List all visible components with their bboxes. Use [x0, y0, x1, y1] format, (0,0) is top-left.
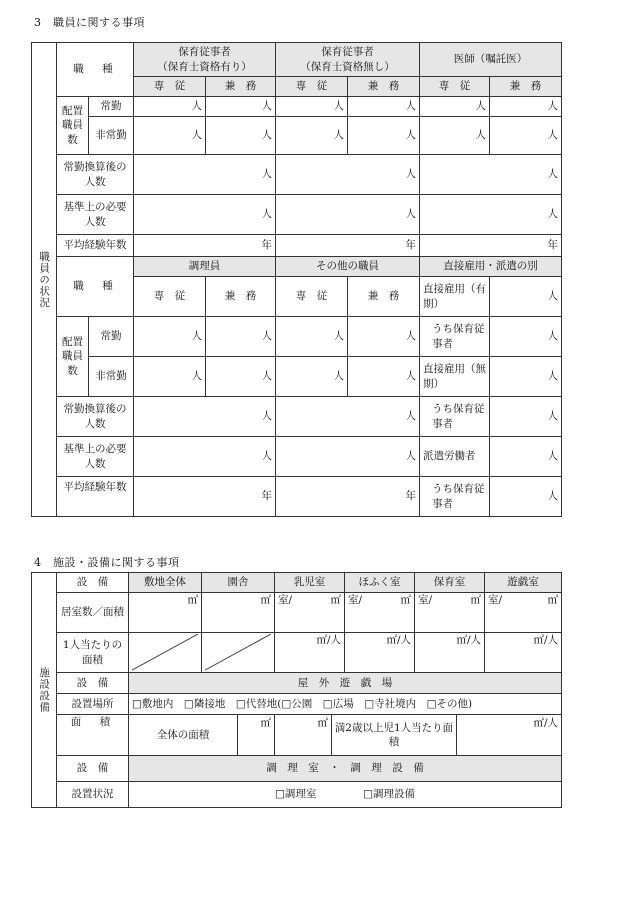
- sub-header: 兼 務: [490, 77, 562, 97]
- sub-header: 専 従: [134, 277, 206, 317]
- area-row: [129, 715, 275, 756]
- employment-cell[interactable]: 人: [490, 397, 562, 437]
- converted-cell[interactable]: 人: [134, 397, 276, 437]
- sub-header: 専 従: [134, 77, 206, 97]
- staff-table: [31, 42, 562, 517]
- facility-table: [31, 572, 562, 808]
- avg-years-cell[interactable]: 年: [276, 477, 420, 517]
- count-cell[interactable]: 人: [420, 97, 490, 117]
- converted-label: 常勤換算後の人数: [57, 397, 134, 437]
- converted-cell[interactable]: 人: [134, 155, 276, 195]
- avg-years-cell[interactable]: 年: [134, 235, 276, 257]
- count-cell[interactable]: 人: [206, 317, 276, 357]
- converted-cell[interactable]: 人: [420, 155, 562, 195]
- area-label: 面 積: [57, 715, 129, 756]
- count-cell[interactable]: 人: [348, 97, 420, 117]
- count-cell[interactable]: 人: [134, 357, 206, 397]
- required-cell[interactable]: 人: [134, 195, 276, 235]
- col-group-other: その他の職員: [276, 257, 420, 277]
- employment-cell[interactable]: 人: [490, 277, 562, 317]
- employment-label: 直接雇用（無期）: [420, 357, 490, 397]
- fulltime-label: 常勤: [89, 317, 134, 357]
- parttime-label: 非常勤: [89, 117, 134, 155]
- employment-label: うち保育従事者: [420, 477, 490, 517]
- required-cell[interactable]: 人: [134, 437, 276, 477]
- kitchen-options[interactable]: [129, 782, 562, 808]
- count-cell[interactable]: 人: [420, 117, 490, 155]
- room-area-cell[interactable]: 室/ ㎡: [275, 593, 345, 633]
- total-area-unit: ㎡: [275, 715, 332, 755]
- room-area-cell[interactable]: 室/ ㎡: [415, 593, 485, 633]
- required-cell[interactable]: 人: [276, 195, 420, 235]
- count-cell[interactable]: 人: [206, 357, 276, 397]
- per-child-label: 満2歳以上児1人当たり面積: [332, 715, 457, 755]
- count-cell[interactable]: 人: [134, 317, 206, 357]
- avg-years-cell[interactable]: 年: [134, 477, 276, 517]
- required-label: 基準上の必要人数: [57, 195, 134, 235]
- area-cell[interactable]: ㎡: [202, 593, 275, 633]
- required-cell[interactable]: 人: [420, 195, 562, 235]
- location-options[interactable]: □敷地内 □隣接地 □代替地(□公園 □広場 □寺社境内 □その他): [129, 694, 562, 715]
- per-person-cell[interactable]: ㎡/人: [345, 633, 415, 673]
- section3-title: 3 職員に関する事項: [34, 16, 145, 29]
- kitchen-header: 調 理 室 ・ 調 理 設 備: [129, 756, 562, 782]
- equip-label: 設 備: [57, 756, 129, 782]
- employment-label: うち保育従事者: [420, 397, 490, 437]
- avg-years-cell[interactable]: 年: [276, 235, 420, 257]
- room-area-cell[interactable]: 室/ ㎡: [485, 593, 562, 633]
- count-cell[interactable]: 人: [490, 117, 562, 155]
- count-cell[interactable]: 人: [276, 97, 348, 117]
- col-site: 敷地全体: [129, 573, 202, 593]
- col-building: 園舎: [202, 573, 275, 593]
- sub-header: 兼 務: [206, 77, 276, 97]
- employment-cell[interactable]: 人: [490, 477, 562, 517]
- count-cell[interactable]: 人: [134, 97, 206, 117]
- employment-cell[interactable]: 人: [490, 317, 562, 357]
- sub-header: 専 従: [420, 77, 490, 97]
- equip-label: 設 備: [57, 573, 129, 593]
- employment-label: 直接雇用（有期）: [420, 277, 490, 317]
- location-label: 設置場所: [57, 694, 129, 715]
- col-playroom: 遊戯室: [485, 573, 562, 593]
- col-group-cook: 調理員: [134, 257, 276, 277]
- equip-label: 設 備: [57, 673, 129, 694]
- col-group-1: 保育従事者 （保育士資格有り）: [134, 43, 276, 77]
- count-cell[interactable]: 人: [206, 97, 276, 117]
- diagonal-cell: [202, 633, 275, 673]
- avg-years-label: 平均経験年数: [57, 235, 134, 257]
- staff-count-label: 配置職員数: [57, 97, 89, 155]
- avg-years-label: 平均経験年数: [57, 477, 134, 517]
- room-area-label: 居室数／面積: [57, 593, 129, 633]
- count-cell[interactable]: 人: [348, 117, 420, 155]
- count-cell[interactable]: 人: [276, 357, 348, 397]
- employment-cell[interactable]: 人: [490, 357, 562, 397]
- total-area-value[interactable]: ㎡: [237, 715, 274, 755]
- sub-header: 専 従: [276, 277, 348, 317]
- job-type-header: 職 種: [57, 43, 134, 97]
- count-cell[interactable]: 人: [276, 317, 348, 357]
- count-cell[interactable]: 人: [348, 357, 420, 397]
- col-crawling-room: ほふく室: [345, 573, 415, 593]
- count-cell[interactable]: 人: [490, 97, 562, 117]
- count-cell[interactable]: 人: [206, 117, 276, 155]
- employment-label: うち保育従事者: [420, 317, 490, 357]
- sub-header: 兼 務: [348, 277, 420, 317]
- converted-cell[interactable]: 人: [276, 397, 420, 437]
- parttime-label: 非常勤: [89, 357, 134, 397]
- per-person-label: 1人当たりの面積: [57, 633, 129, 673]
- required-cell[interactable]: 人: [276, 437, 420, 477]
- install-label: 設置状況: [57, 782, 129, 808]
- facility-side-label: 施設設備: [32, 573, 57, 808]
- col-infant-room: 乳児室: [275, 573, 345, 593]
- diagonal-cell: [129, 633, 202, 673]
- per-child-value[interactable]: ㎡/人: [533, 717, 558, 729]
- room-area-cell[interactable]: 室/ ㎡: [345, 593, 415, 633]
- job-type-header: 職 種: [57, 257, 134, 317]
- per-person-cell[interactable]: ㎡/人: [415, 633, 485, 673]
- employment-cell[interactable]: 人: [490, 437, 562, 477]
- staff-side-label: 職員の状況: [32, 43, 57, 517]
- sub-header: 兼 務: [348, 77, 420, 97]
- kitchen-equip-checkbox[interactable]: □調理設備: [363, 788, 416, 801]
- sub-header: 専 従: [276, 77, 348, 97]
- count-cell[interactable]: 人: [348, 317, 420, 357]
- per-person-cell[interactable]: ㎡/人: [275, 633, 345, 673]
- per-person-cell[interactable]: ㎡/人: [485, 633, 562, 673]
- outdoor-header: 屋 外 遊 戯 場: [129, 673, 562, 694]
- converted-cell[interactable]: 人: [276, 155, 420, 195]
- col-group-3: 医師（嘱託医）: [420, 43, 562, 77]
- col-group-employment: 直接雇用・派遣の別: [420, 257, 562, 277]
- per-child-row: [275, 715, 562, 756]
- staff-count-label: 配置職員数: [57, 317, 89, 397]
- kitchen-room-checkbox[interactable]: □調理室: [274, 788, 317, 801]
- converted-label: 常勤換算後の人数: [57, 155, 134, 195]
- employment-label: 派遣労働者: [420, 437, 490, 477]
- count-cell[interactable]: 人: [134, 117, 206, 155]
- col-nursery-room: 保育室: [415, 573, 485, 593]
- count-cell[interactable]: 人: [276, 117, 348, 155]
- total-area-label: 全体の面積: [156, 728, 210, 741]
- col-group-2: 保育従事者 （保育士資格無し）: [276, 43, 420, 77]
- sub-header: 兼 務: [206, 277, 276, 317]
- avg-years-cell[interactable]: 年: [420, 235, 562, 257]
- required-label: 基準上の必要人数: [57, 437, 134, 477]
- area-cell[interactable]: ㎡: [129, 593, 202, 633]
- section4-title: 4 施設・設備に関する事項: [34, 556, 180, 569]
- fulltime-label: 常勤: [89, 97, 134, 117]
